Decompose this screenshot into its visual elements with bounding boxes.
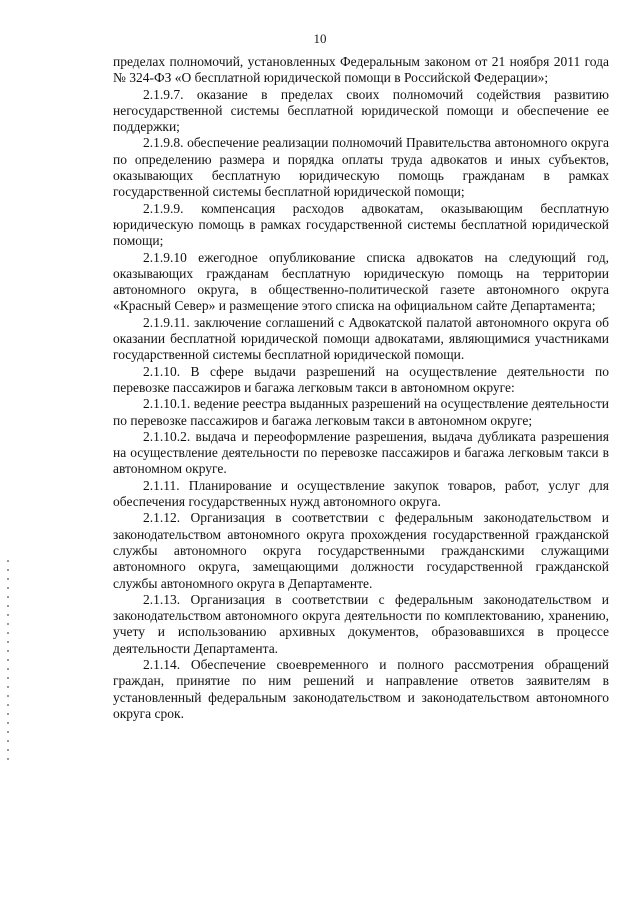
paragraph: 2.1.9.9. компенсация расходов адвокатам, оказывающим бесплатную юридическую помощь в рамках государственной системы бесплатной юридической помощи; xyxy=(113,200,609,249)
paragraph: 2.1.13. Организация в соответствии с федеральным законодательством и законодательством автономного округа деятельности по комплектованию, хранению, учету и использованию архивных документов, образовавшихся в процессе деятельности Департамента. xyxy=(113,591,609,656)
paragraph: 2.1.10.1. ведение реестра выданных разрешений на осуществление деятельности по перевозке пассажиров и багажа легковым такси в автономном округе; xyxy=(113,396,609,428)
page-number: 10 xyxy=(313,31,327,46)
paragraph: 2.1.10. В сфере выдачи разрешений на осуществление деятельности по перевозке пассажиров и багажа легковым такси в автономном округе: xyxy=(113,363,609,395)
binding-margin-dots xyxy=(7,560,9,760)
paragraph: 2.1.12. Организация в соответствии с федеральным законодательством и законодательством автономного округа прохождения государственной гражданской службы автономного округа государственными гражданскими служащими автономного округа, замещающими должности государственной гражданской службы автономного округа в Департаменте. xyxy=(113,510,609,591)
paragraph: пределах полномочий, установленных Федеральным законом от 21 ноября 2011 года № 324-ФЗ «О бесплатной юридической помощи в Российской Федерации»; xyxy=(113,54,609,86)
paragraph: 2.1.9.10 ежегодное опубликование списка адвокатов на следующий год, оказывающих гражданам бесплатную юридическую помощь на территории автономного округа, в общественно-политической газете автономного округа «Красный Север» и размещение этого списка на официальном сайте Департамента; xyxy=(113,249,609,314)
paragraph: 2.1.11. Планирование и осуществление закупок товаров, работ, услуг для обеспечения государственных нужд автономного округа. xyxy=(113,477,609,510)
paragraph: 2.1.9.7. оказание в пределах своих полномочий содействия развитию негосударственной системы бесплатной юридической помощи и обеспечение ее поддержки; xyxy=(113,86,609,135)
paragraph: 2.1.10.2. выдача и переоформление разрешения, выдача дубликата разрешения на осуществление деятельности по перевозке пассажиров и багажа легковым такси в автономном округе. xyxy=(113,428,609,477)
paragraph: 2.1.9.8. обеспечение реализации полномочий Правительства автономного округа по определению размера и порядка оплаты труда адвокатов и иных субъектов, оказывающих бесплатную юридическую помощь гражданам в рамках государственной системы бесплатной юридической помощи; xyxy=(113,135,609,200)
document-body xyxy=(113,54,609,722)
paragraph: 2.1.9.11. заключение соглашений с Адвокатской палатой автономного округа об оказании бесплатной юридической помощи адвокатами, являющимися участниками государственной системы бесплатной юридической помощи. xyxy=(113,314,609,363)
paragraph: 2.1.14. Обеспечение своевременного и полного рассмотрения обращений граждан, принятие по ним решений и направление ответов заявителям в установленный федеральным законодательством и законодательством автономного округа срок. xyxy=(113,656,609,721)
